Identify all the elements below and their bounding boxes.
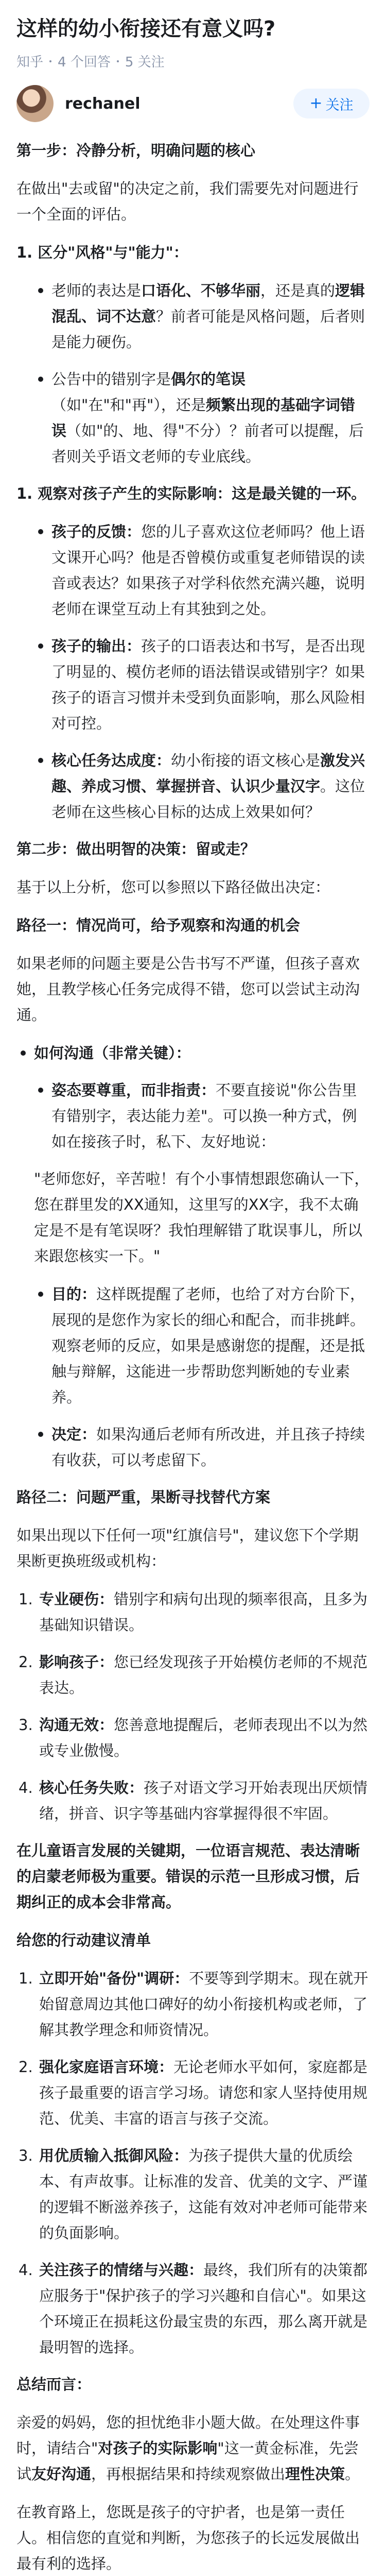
plus-icon: + xyxy=(309,94,323,112)
follower-count[interactable]: 5 关注 xyxy=(125,55,165,70)
list-item: 1. 专业硬伤：错别字和病句出现的频率很高，且多为基础知识错误。 xyxy=(19,1590,368,1634)
paragraph: 如果老师的问题主要是公告书写不严谨，但孩子喜欢她，且教学核心任务完成得不错，您可以尝试主动沟通。 xyxy=(16,955,360,1024)
section-heading: 第一步：冷静分析，明确问题的核心 xyxy=(16,142,256,159)
list-item: 目的：这样既提醒了老师，也给了对方台阶下，展现的是您作为家长的细心和配合，而非挑衅。观察老师的反应，如果是感谢您的提醒，还是抵触与辩解，这能进一步帮助您判断她的专业素养。 xyxy=(34,1281,370,1410)
list-item: 孩子的输出：孩子的口语表达和书写，是否出现了明显的、模仿老师的语法错误或错别字？如果孩子的语言习惯并未受到负面影响，那么风险相对可控。 xyxy=(34,633,370,736)
site-name[interactable]: 知乎 xyxy=(16,55,44,70)
list-item: 3. 用优质输入抵御风险：为孩子提供大量的优质绘本、有声故事。让标准的发音、优美的文字、严谨的逻辑不断滋养孩子，这能有效对冲老师可能带来的负面影响。 xyxy=(19,2147,368,2242)
list-item: 4. 核心任务失败：孩子对语文学习开始表现出厌烦情绪，拼音、识字等基础内容掌握得很不牢固。 xyxy=(19,1779,368,1822)
section-heading: 给您的行动建议清单 xyxy=(16,1931,151,1949)
separator-dot xyxy=(117,60,119,62)
subheading: 1. 观察对孩子产生的实际影响：这是最关键的一环。 xyxy=(16,485,366,502)
author-name[interactable]: rechanel xyxy=(65,94,141,113)
separator-dot xyxy=(49,60,51,62)
question-title[interactable]: 这样的幼小衔接还有意义吗? xyxy=(16,17,276,41)
list-item: 4. 关注孩子的情绪与兴趣：最终，我们所有的决策都应服务于"保护孩子的学习兴趣和自信心"。如果这个环境正在损耗这份最宝贵的东西，那么离开就是最明智的选择。 xyxy=(19,2261,368,2356)
avatar[interactable] xyxy=(16,85,54,122)
answer-content xyxy=(16,138,370,2576)
subheading: 1. 区分"风格"与"能力"： xyxy=(16,244,188,261)
list-item: 2. 强化家庭语言环境：无论老师水平如何，家庭都是孩子最重要的语言学习场。请您和家人坚持使用规范、优美、丰富的语言与孩子交流。 xyxy=(19,2058,368,2127)
bullet-list xyxy=(16,1040,370,1066)
paragraph: 在做出"去或留"的决定之前，我们需要先对问题进行一个全面的评估。 xyxy=(16,180,359,223)
question-meta xyxy=(16,52,370,71)
list-item: 2. 影响孩子：您已经发现孩子开始模仿老师的不规范表达。 xyxy=(19,1653,368,1697)
paragraph: 基于以上分析，您可以参照以下路径做出决定： xyxy=(16,878,330,896)
list-item: 1. 立即开始"备份"调研：不要等到学期末。现在就开始留意周边其他口碑好的幼小衔接机构或老师，了解其教学理念和师资情况。 xyxy=(19,1970,369,2039)
answer-count[interactable]: 4 个回答 xyxy=(58,55,111,70)
author-row xyxy=(16,85,370,122)
bullet-list xyxy=(16,1281,370,1473)
list-item: 老师的表达是口语化、不够华丽，还是真的逻辑混乱、词不达意？前者可能是风格问题，后者则是能力硬伤。 xyxy=(34,278,370,355)
paragraph: 如果出现以下任何一项"红旗信号"，建议您下个学期果断更换班级或机构： xyxy=(16,1527,359,1570)
list-item: 决定：如果沟通后老师有所改进，并且孩子持续有收获，可以考虑留下。 xyxy=(34,1421,370,1473)
list-item: 姿态要尊重，而非指责：不要直接说"你公告里有错别字，表达能力差"。可以换一种方式，例如在接孩子时，私下、友好地说： xyxy=(34,1077,370,1155)
emphasis-paragraph: 在儿童语言发展的关键期，一位语言规范、表达清晰的启蒙老师极为重要。错误的示范一旦形成习惯，后期纠正的成本会非常高。 xyxy=(16,1842,360,1911)
quote: "老师您好，辛苦啦！有个小事情想跟您确认一下，您在群里发的XX通知，这里写的XX字，我不太确定是不是有笔误呀？我怕理解错了耽误事儿，所以来跟您核实一下。" xyxy=(34,1170,370,1265)
list-item: 3. 沟通无效：您善意地提醒后，老师表现出不以为然或专业傲慢。 xyxy=(19,1716,368,1759)
bullet-list xyxy=(16,278,370,469)
section-heading: 总结而言： xyxy=(16,2376,92,2393)
path-heading: 路径一：情况尚可，给予观察和沟通的机会 xyxy=(16,917,301,934)
numbered-list xyxy=(16,1965,370,2360)
paragraph: 在教育路上，您既是孩子的守护者，也是第一责任人。相信您的直觉和判断，为您孩子的长远发展做出最有利的选择。 xyxy=(16,2503,360,2572)
bullet-list xyxy=(16,519,370,825)
list-item: 孩子的反馈：您的儿子喜欢这位老师吗？他上语文课开心吗？他是否曾模仿或重复老师错误的读音或表达？如果孩子对学科依然充满兴趣，说明老师在课堂互动上有其独到之处。 xyxy=(34,519,370,622)
list-item: 核心任务达成度：幼小衔接的语文核心是激发兴趣、养成习惯、掌握拼音、认识少量汉字。这位老师在这些核心目标的达成上效果如何？ xyxy=(34,748,370,825)
list-item: 公告中的错别字是偶尔的笔误（如"在"和"再"），还是频繁出现的基础字词错误（如"的、地、得"不分）？前者可以提醒，后者则关乎语文老师的专业底线。 xyxy=(34,366,370,469)
bullet-list xyxy=(16,1077,370,1155)
list-item: 如何沟通（非常关键）： xyxy=(16,1040,370,1066)
follow-button[interactable] xyxy=(293,89,370,118)
paragraph: 亲爱的妈妈，您的担忧绝非小题大做。在处理这件事时，请结合"对孩子的实际影响"这一黄金标准，先尝试友好沟通，再根据结果和持续观察做出理性决策。 xyxy=(16,2414,360,2483)
path-heading: 路径二：问题严重，果断寻找替代方案 xyxy=(16,1488,271,1506)
section-heading: 第二步：做出明智的决策：留或走？ xyxy=(16,840,256,858)
follow-label: 关注 xyxy=(325,97,354,113)
numbered-list xyxy=(16,1586,370,1826)
